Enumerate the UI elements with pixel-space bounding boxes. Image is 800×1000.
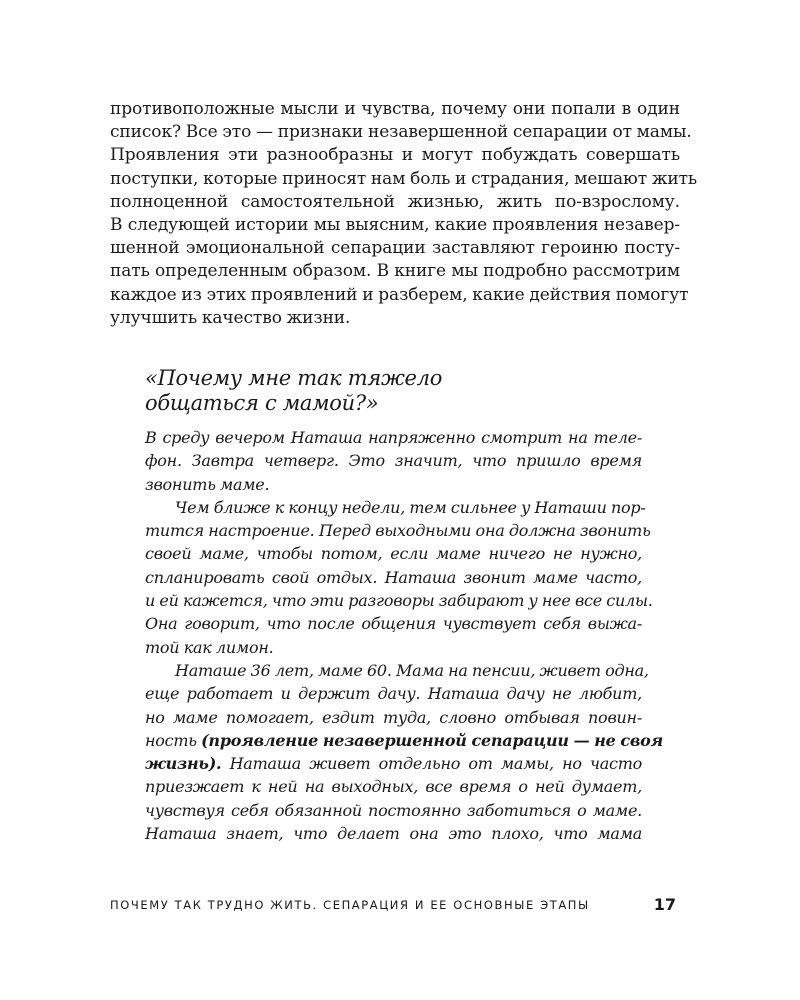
intro-line: противоположные мысли и чувства, почему они попали в один (110, 99, 680, 119)
story-text: Наташа живет отдельно от мамы, но часто (221, 754, 642, 774)
story-text: ность (145, 730, 202, 750)
story-line: приезжает к ней на выходных, все время о ней думает, (145, 777, 642, 797)
intro-line: улучшить качество жизни. (110, 307, 351, 328)
emphasis-text: (проявление незавершенной сепарации — не своя (201, 730, 664, 750)
intro-paragraph (110, 98, 698, 330)
story-line: Наташе 36 лет, маме 60. Мама на пенсии, живет одна, (175, 660, 649, 680)
story-line: той как лимон. (145, 637, 274, 657)
story-line-emphasis (145, 752, 642, 775)
story-line: и ей кажется, что эти разговоры забирают у нее все силы. (145, 591, 653, 611)
intro-line: Проявления эти разнообразны и могут побуждать совершать (110, 145, 680, 166)
intro-line: В следующей истории мы выясним, какие проявления незавер- (110, 215, 680, 236)
intro-line: полноценной самостоятельной жизнью, жить по-взрослому. (110, 191, 680, 212)
story-line: В среду вечером Наташа напряженно смотрит на теле- (145, 428, 642, 447)
story-line: тится настроение. Перед выходными она должна звонить (145, 521, 651, 541)
story-line-emphasis (145, 729, 664, 752)
story-line: еще работает и держит дачу. Наташа дачу не любит, (145, 684, 642, 704)
section-title-line: общаться с мамой?» (145, 391, 379, 415)
story-line: своей маме, чтобы потом, если маме ничего не нужно, (145, 544, 642, 564)
emphasis-text: жизнь). (145, 754, 222, 774)
story-line: Наташа знает, что делает она это плохо, что мама (145, 824, 642, 844)
story-paragraphs (145, 426, 664, 845)
story-line: спланировать свой отдых. Наташа звонит маме часто, (145, 567, 642, 587)
intro-line: список? Все это — признаки незавершенной сепарации от мамы. (110, 122, 692, 143)
intro-line: пать определенным образом. В книге мы подробно рассмотрим (110, 261, 680, 282)
story-line: чувствуя себя обязанной постоянно заботиться о маме. (145, 800, 642, 820)
story-line: Она говорит, что после общения чувствует себя выжа- (145, 614, 642, 634)
page-number: 17 (653, 895, 676, 914)
intro-line: шенной эмоциональной сепарации заставляют героиню посту- (110, 238, 680, 259)
intro-line: каждое из этих проявлений и разберем, какие действия помогут (110, 284, 689, 305)
intro-line: поступки, которые приносят нам боль и страдания, мешают жить (110, 168, 698, 189)
story-line: но маме помогает, ездит туда, словно отбывая повин- (145, 707, 642, 727)
story-line: звонить маме. (145, 474, 270, 494)
section-title (145, 366, 665, 416)
section-title-line: «Почему мне так тяжело (145, 366, 443, 390)
running-head: ПОЧЕМУ ТАК ТРУДНО ЖИТЬ. СЕПАРАЦИЯ И ЕЕ ОСНОВНЫЕ ЭТАПЫ (110, 898, 590, 912)
story-line: Чем ближе к концу недели, тем сильнее у Наташи пор- (175, 497, 646, 517)
story-line: фон. Завтра четверг. Это значит, что пришло время (145, 451, 642, 471)
page-footer (110, 896, 680, 916)
